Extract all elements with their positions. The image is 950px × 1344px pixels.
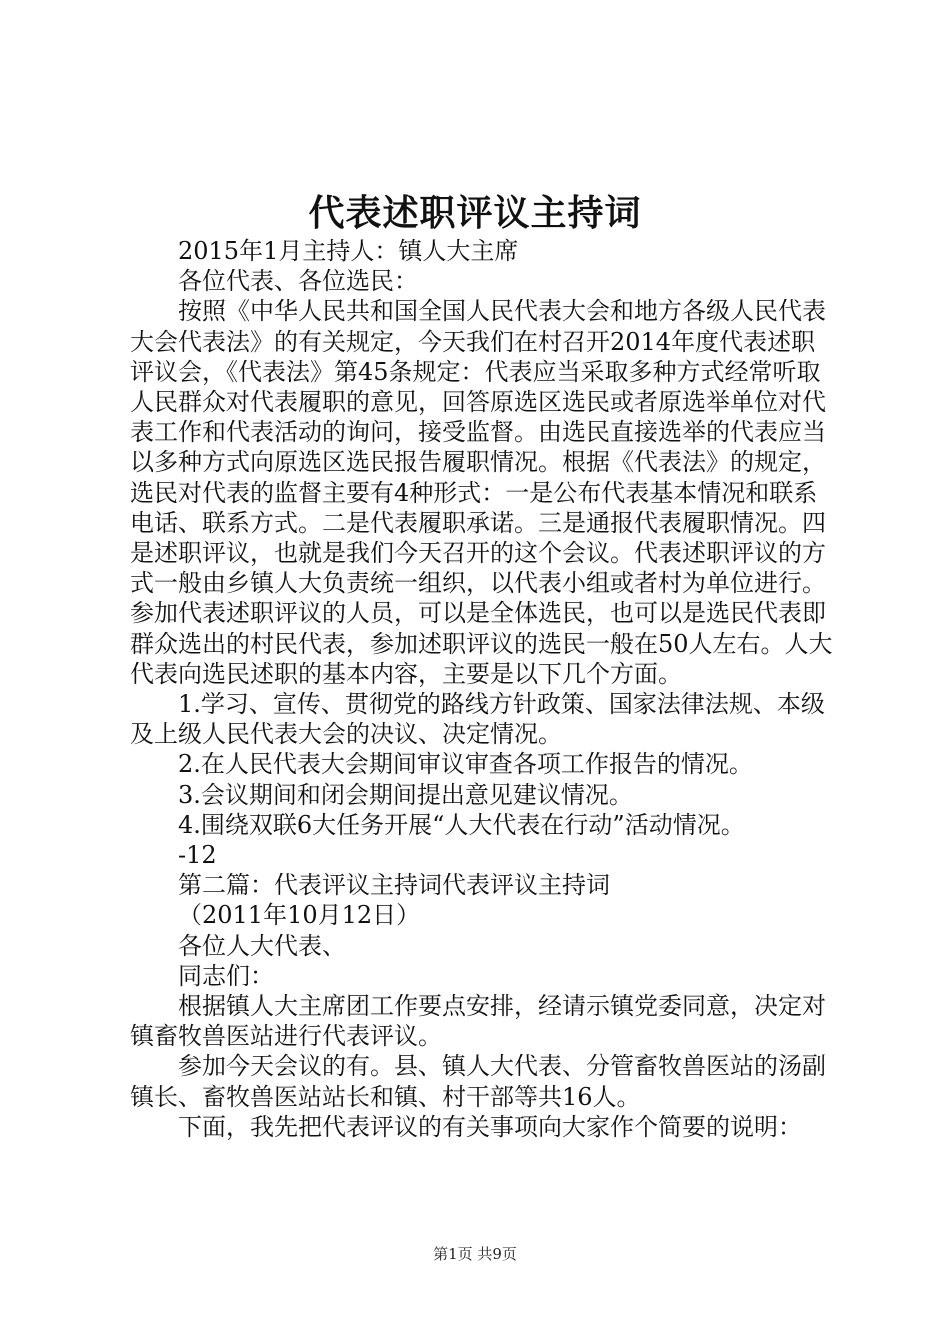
paragraph-salutation-2: 各位人大代表、 [178,931,346,960]
document-body [130,236,835,1142]
paragraph-marker: -12 [178,841,217,870]
document-title: 代表述职评议主持词 [308,192,642,234]
paragraph-intro: 下面，我先把代表评议的有关事项向大家作个简要的说明： [178,1112,802,1141]
paragraph-date-host: 2015年1月主持人：镇人大主席 [178,237,519,265]
paragraph-main: 按照《中华人民共和国全国人民代表大会和地方各级人民代表大会代表法》的有关规定，今天我们在村召开2014年度代表述职评议会，《代表法》第45条规定：代表应当采取多种方式经常听取人民群众对代表履职的意见，回答原选区选民或者原选举单位对代表工作和代表活动的询问，接受监督。由选民直接选举的代表应当以多种方式向原选区选民报告履职情况。根据《代表法》的规定，选民对代表的监督主要有4种形式：一是公布代表基本情况和联系电话、联系方式。二是代表履职承诺。三是通报代表履职情况。四是述职评议，也就是我们今天召开的这个会议。代表述职评议的方式一般由乡镇人大负责统一组织，以代表小组或者村为单位进行。参加代表述职评议的人员，可以是全体选民，也可以是选民代表即群众选出的村民代表，参加述职评议的选民一般在50人左右。人大代表向选民述职的基本内容，主要是以下几个方面。 [130,297,833,688]
page-footer: 第1页 共9页 [433,1245,517,1263]
paragraph-salutation-3: 同志们： [178,961,274,990]
list-item-4: 4.围绕双联6大任务开展“人大代表在行动”活动情况。 [178,810,745,839]
paragraph-attendees: 参加今天会议的有。县、镇人大代表、分管畜牧兽医站的汤副镇长、畜牧兽医站站长和镇、村干部等共16人。 [130,1052,826,1111]
list-item-1: 1.学习、宣传、贯彻党的路线方针政策、国家法律法规、本级及上级人民代表大会的决议、决定情况。 [130,690,825,749]
section-heading: 第二篇：代表评议主持词代表评议主持词 [178,871,610,900]
paragraph-decision: 根据镇人大主席团工作要点安排，经请示镇党委同意，决定对镇畜牧兽医站进行代表评议。 [130,992,826,1051]
paragraph-salutation: 各位代表、各位选民： [178,267,418,296]
section-date: （2011年10月12日） [178,901,421,930]
list-item-3: 3.会议期间和闭会期间提出意见建议情况。 [178,780,633,809]
list-item-2: 2.在人民代表大会期间审议审查各项工作报告的情况。 [178,750,753,779]
